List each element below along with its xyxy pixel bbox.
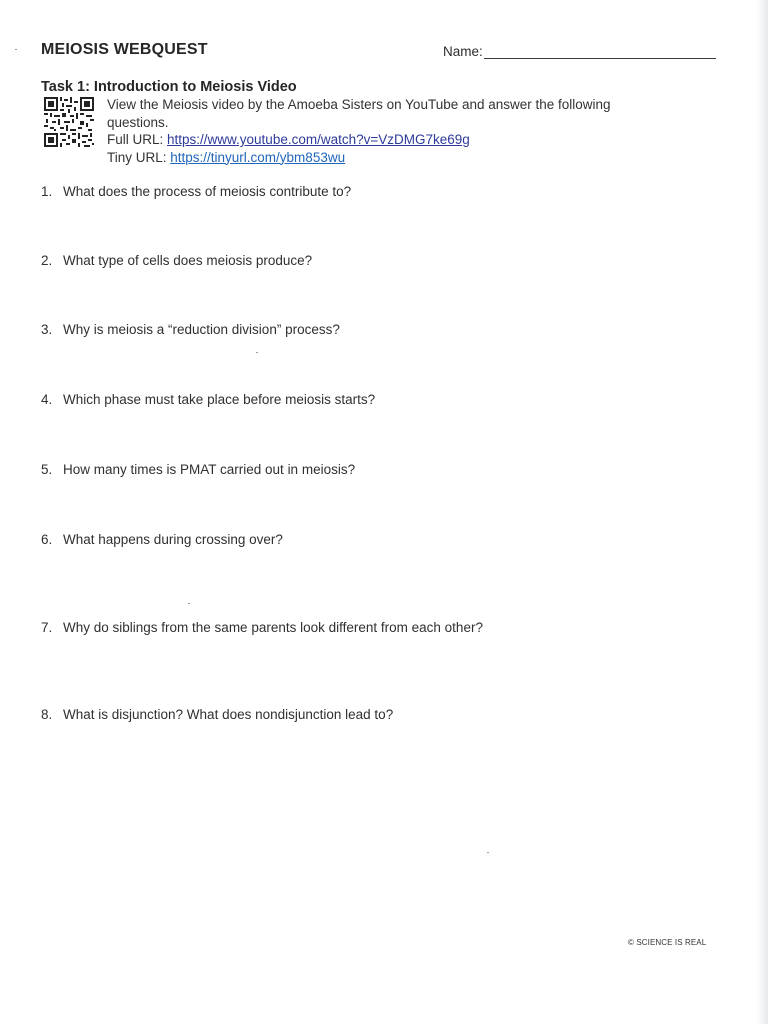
question-1 [41,184,351,199]
question-2 [41,253,312,268]
question-text: Why do siblings from the same parents look different from each other? [63,620,483,635]
question-text: What does the process of meiosis contribute to? [63,184,352,199]
question-number: 7. [41,620,53,635]
tiny-url-row [107,149,707,167]
question-text: Why is meiosis a “reduction division” process? [63,322,340,337]
name-blank-line [484,44,716,59]
scan-speck [188,603,190,604]
question-number: 2. [41,253,53,268]
question-4 [41,392,375,407]
question-number: 3. [41,322,53,337]
full-url-link[interactable]: https://www.youtube.com/watch?v=VzDMG7ke69g [167,132,470,147]
scan-speck [256,352,258,353]
task-heading: Task 1: Introduction to Meiosis Video [41,79,297,95]
name-label: Name: [443,44,483,59]
question-number: 6. [41,532,53,547]
question-8 [41,707,393,722]
scan-speck [15,49,17,50]
question-3 [41,322,340,337]
question-text: How many times is PMAT carried out in meiosis? [63,462,356,477]
question-5 [41,462,355,477]
tiny-url-link[interactable]: https://tinyurl.com/ybm853wu [170,149,346,165]
tiny-url-label: Tiny URL: [107,149,171,165]
full-url-row [107,131,707,149]
qr-code-icon [44,97,94,147]
name-field [443,44,716,59]
task-instructions [107,96,707,166]
page-edge [756,0,768,1024]
question-number: 5. [41,462,53,477]
scan-speck [487,852,489,853]
copyright-footer: © SCIENCE IS REAL [628,938,707,947]
page-title: MEIOSIS WEBQUEST [41,41,208,58]
question-text: Which phase must take place before meiosis starts? [63,392,376,407]
question-number: 1. [41,184,53,199]
question-number: 8. [41,707,53,722]
question-text: What type of cells does meiosis produce? [63,253,313,268]
question-text: What happens during crossing over? [63,532,283,547]
question-7 [41,620,483,635]
question-number: 4. [41,392,53,407]
instructions-line-2: questions. [107,114,169,130]
question-6 [41,532,283,547]
instructions-line-1: View the Meiosis video by the Amoeba Sisters on YouTube and answer the following [107,97,611,112]
question-text: What is disjunction? What does nondisjunction lead to? [63,707,394,722]
full-url-label: Full URL: [107,132,168,147]
